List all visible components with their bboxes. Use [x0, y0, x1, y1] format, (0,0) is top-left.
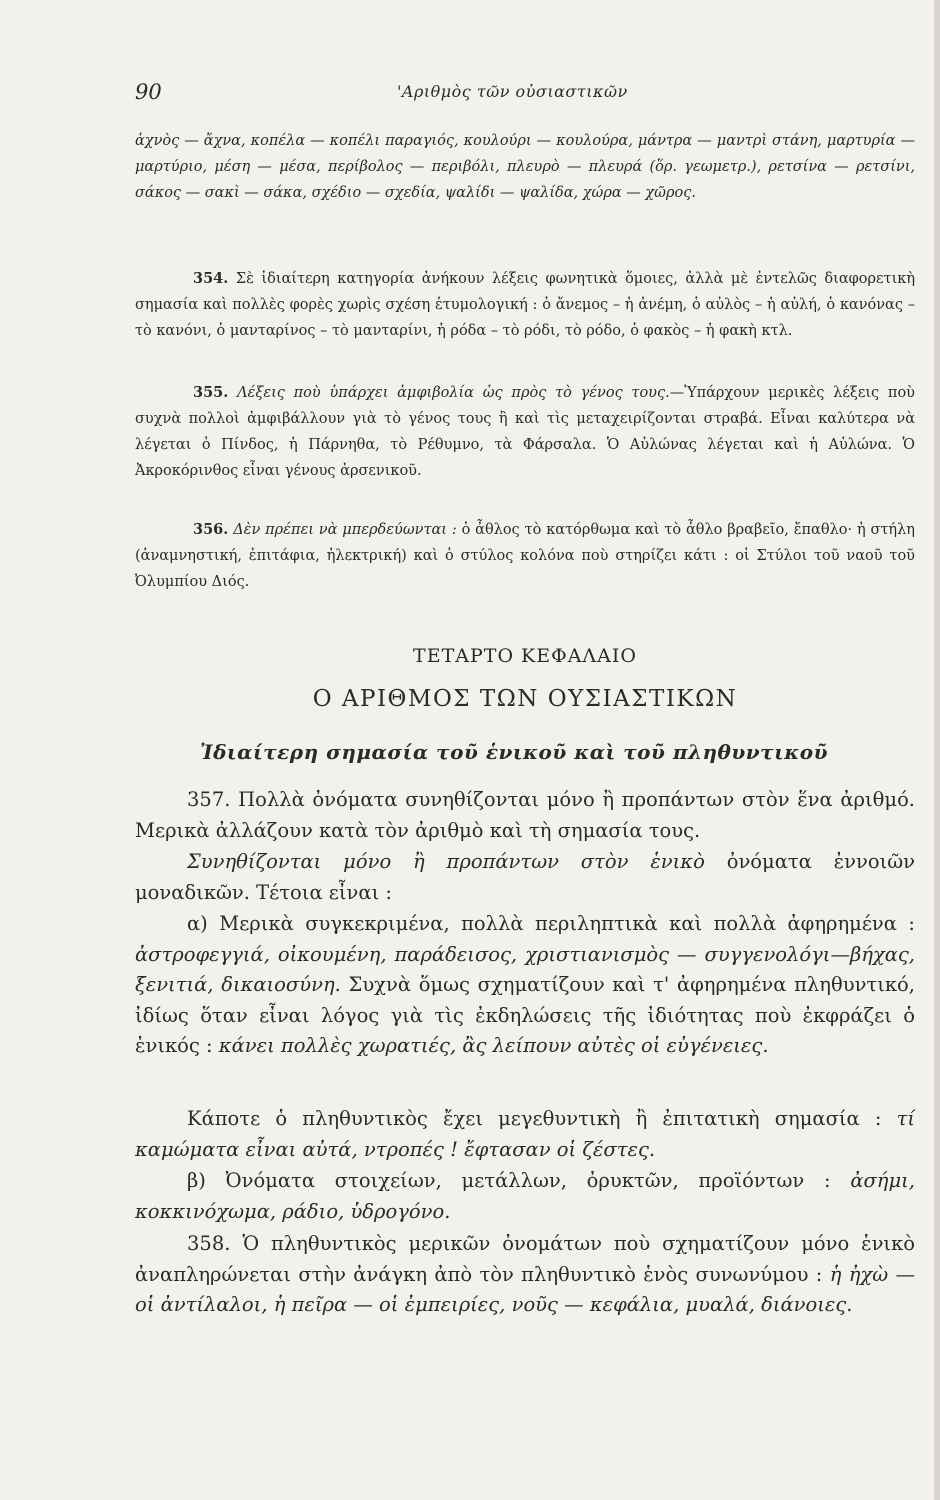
- paragraph-357-b: [135, 1166, 915, 1227]
- item-b-text: β) Ὀνόματα στοιχείων, μετάλλων, ὀρυκτῶν, προϊόντων :: [187, 1169, 831, 1192]
- paragraph-number-354: 354.: [193, 270, 229, 287]
- chapter-label: ΤΕΤΑΡΤΟ ΚΕΦΑΛΑΙΟ: [413, 645, 637, 667]
- page-header: [135, 80, 915, 114]
- chapter-title: Ο ΑΡΙΘΜΟΣ ΤΩΝ ΟΥΣΙΑΣΤΙΚΩΝ: [312, 686, 738, 712]
- word-pairs-text: ἀχνὸς — ἄχνα, κοπέλα — κοπέλι παραγιός, κουλούρι — κουλούρα, μάντρα — μαντρὶ στάνη, μαρτυρία — μαρτύριο, μέση — μέσα, περίβολος — περιβόλι, πλευρὸ — πλευρά (ὅρ. γεωμετρ.), ρετσίνα — ρετσίνι, σάκος — σακὶ — σάκα, σχέδιο — σχεδία, ψαλίδι — ψαλίδα, χώρα — χῶρος.: [135, 133, 915, 201]
- plural-meaning-text: Κάποτε ὁ πληθυντικὸς ἔχει μεγεθυντικὴ ἢ ἐπιτατικὴ σημασία :: [187, 1107, 882, 1130]
- item-a-text: α) Μερικὰ συγκεκριμένα, πολλὰ περιληπτικὰ καὶ πολλὰ ἀφηρημένα :: [187, 912, 915, 935]
- paragraph-357: [135, 785, 915, 846]
- page-edge-shadow: [934, 0, 940, 1500]
- paragraph-358: [135, 1229, 915, 1321]
- section-heading: Ἰδιαίτερη σημασία τοῦ ἑνικοῦ καὶ τοῦ πληθυντικοῦ: [200, 740, 828, 764]
- item-a-note: Συχνὰ ὅμως σχηματίζουν καὶ τ' ἀφηρημένα πληθυντικό, ἰδίως ὅταν εἶναι λόγος γιὰ τὶς ἐκδηλώσεις τῆς ἰδιότητας ποὺ ἐκφράζει ὁ ἑνικός :: [135, 973, 915, 1057]
- paragraph-357-text: Πολλὰ ὀνόματα συνηθίζονται μόνο ἢ προπάντων στὸν ἕνα ἀριθμό. Μερικὰ ἀλλάζουν κατὰ τὸν ἀριθμὸ καὶ τὴ σημασία τους.: [135, 788, 916, 842]
- paragraph-358-examples: ἡ ἠχὼ — οἱ ἀντίλαλοι, ἡ πεῖρα — οἱ ἐμπειρίες, νοῦς — κεφάλια, μυαλά, διάνοιες.: [135, 1262, 916, 1316]
- paragraph-357-plural-meaning: [135, 1104, 915, 1165]
- item-a-examples: ἀστροφεγγιά, οἰκουμένη, παράδεισος, χριστιανισμὸς — συγγενολόγι—βήχας, ξενιτιά, δικαιοσύνη.: [135, 942, 915, 996]
- item-a-note-examples: κάνει πολλὲς χωρατιές, ἂς λείπουν αὐτὲς οἱ εὐγένειες.: [218, 1034, 769, 1057]
- paragraph-356: [135, 517, 915, 595]
- paragraph-356-text: ὁ ἆθλος τὸ κατόρθωμα καὶ τὸ ἆθλο βραβεῖο, ἔπαθλο· ἡ στήλη (ἀναμνηστική, ἐπιτάφια, ἠλεκτρική) καὶ ὁ στύλος κολόνα ποὺ στηρίζει κάτι : οἱ Στύλοι τοῦ ναοῦ τοῦ Ὀλυμπίου Διός.: [135, 522, 915, 590]
- paragraph-number-356: 356.: [193, 521, 229, 538]
- running-title: 'Αριθμὸς τῶν οὐσιαστικῶν: [397, 82, 628, 101]
- paragraph-number-355: 355.: [193, 384, 229, 401]
- page-number: 90: [135, 80, 162, 104]
- paragraph-357-singular: [135, 847, 915, 908]
- paragraph-354: [135, 266, 915, 344]
- singular-heading: Συνηθίζονται μόνο ἢ προπάντων στὸν ἑνικὸ: [187, 850, 705, 873]
- item-b-examples: ἀσήμι, κοκκινόχωμα, ράδιο, ὑδρογόνο.: [135, 1169, 916, 1223]
- paragraph-356-heading: Δὲν πρέπει νὰ μπερδεύωνται :: [233, 522, 457, 538]
- paragraph-number-357: 357.: [187, 788, 231, 811]
- paragraph-355-heading: Λέξεις ποὺ ὑπάρχει ἀμφιβολία ὡς πρὸς τὸ γένος τους.: [237, 385, 670, 401]
- paragraph-358-text: Ὁ πληθυντικὸς μερικῶν ὀνομάτων ποὺ σχηματίζουν μόνο ἑνικὸ ἀναπληρώνεται στὴν ἀνάγκη ἀπὸ τὸν πληθυντικὸ ἑνὸς συνωνύμου :: [135, 1232, 915, 1286]
- paragraph-number-358: 358.: [187, 1232, 231, 1255]
- paragraph-word-pairs: [135, 128, 915, 206]
- paragraph-355: [135, 380, 915, 484]
- paragraph-354-text: Σὲ ἰδιαίτερη κατηγορία ἀνήκουν λέξεις φωνητικὰ ὅμοιες, ἀλλὰ μὲ ἐντελῶς διαφορετικὴ σημασία καὶ πολλὲς φορὲς χωρὶς σχέση ἐτυμολογική : ὁ ἄνεμος – ἡ ἀνέμη, ὁ αὐλὸς – ἡ αὐλή, ὁ κανόνας – τὸ κανόνι, ὁ μανταρίνος – τὸ μανταρίνι, ἡ ρόδα – τὸ ρόδι, τὸ ρόδο, ὁ φακὸς – ἡ φακὴ κτλ.: [135, 271, 916, 339]
- paragraph-355-text: —Ὑπάρχουν μερικὲς λέξεις ποὺ συχνὰ πολλοὶ ἀμφιβάλλουν γιὰ τὸ γένος τους ἢ καὶ τὶς μεταχειρίζονται στραβά. Εἶναι καλύτερα νὰ λέγεται ὁ Πίνδος, ἡ Πάρνηθα, τὸ Ρέθυμνο, τὰ Φάρσαλα. Ὁ Αὐλώνας λέγεται καὶ ἡ Αὐλώνα. Ὁ Ἀκροκόρινθος εἶναι γένους ἀρσενικοῦ.: [135, 385, 915, 479]
- plural-meaning-examples: τί καμώματα εἶναι αὐτά, ντροπές ! ἔφτασαν οἱ ζέστες.: [135, 1107, 916, 1161]
- singular-text: ὀνόματα ἐννοιῶν μοναδικῶν. Τέτοια εἶναι :: [135, 850, 915, 904]
- paragraph-357-a: [135, 909, 915, 1062]
